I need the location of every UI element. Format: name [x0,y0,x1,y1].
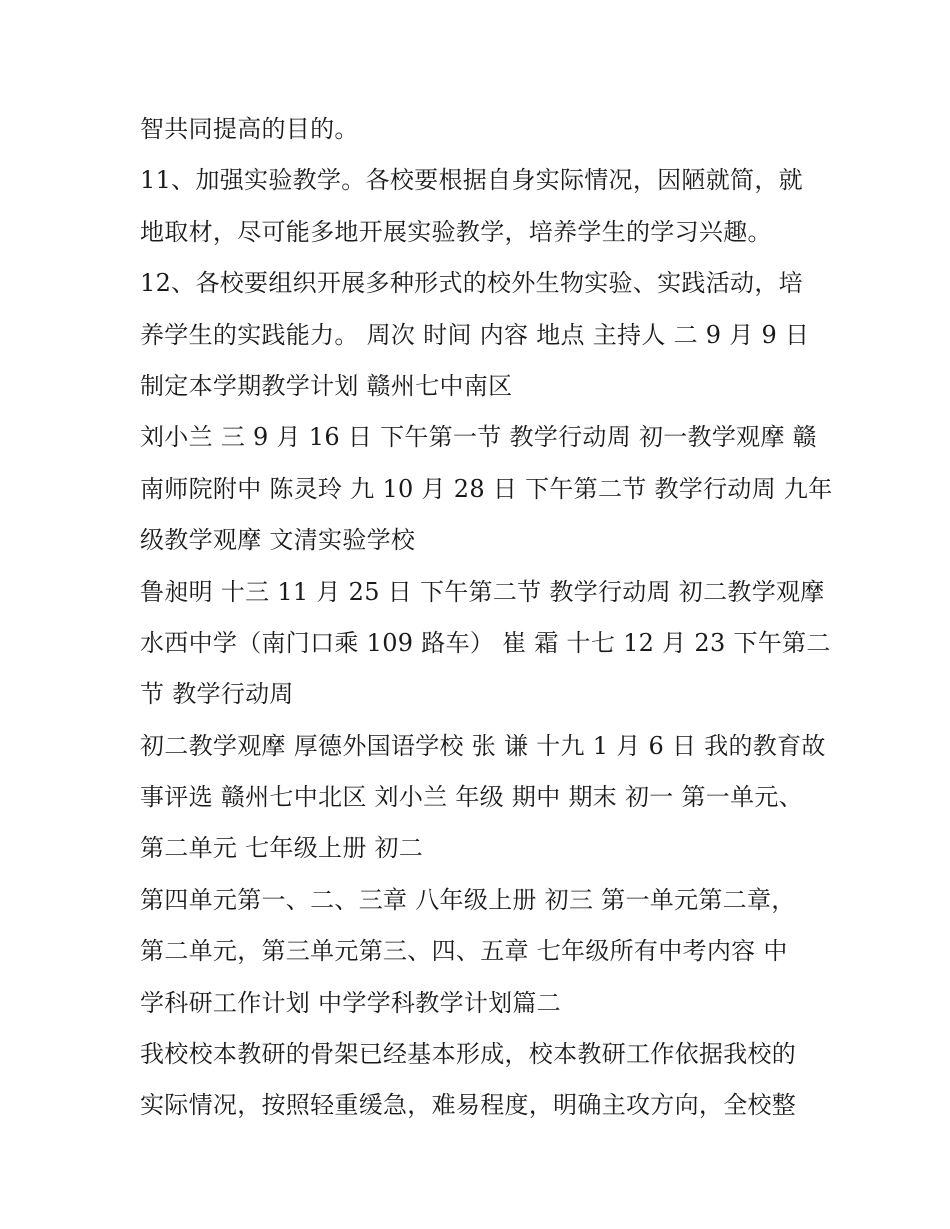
text-line: 制定本学期教学计划 赣州七中南区 [140,371,513,400]
text-line: 智共同提高的目的。 [140,115,359,143]
text-line: 事评选 赣州七中北区 刘小兰 年级 期中 期末 初一 第一单元、 [140,783,804,812]
text-line: 学科研工作计划 中学学科教学计划篇二 [140,988,562,1017]
text-line: 11、加强实验教学。各校要根据自身实际情况，因陋就简，就 [140,166,803,195]
text-line: 初二教学观摩 厚德外国语学校 张 谦 十九 1 月 6 日 我的教育故 [140,731,826,760]
text-line: 养学生的实践能力。 周次 时间 内容 地点 主持人 二 9 月 9 日 [140,320,810,349]
text-line: 水西中学（南门口乘 109 路车） 崔 霜 十七 12 月 23 下午第二 [140,628,831,657]
text-line: 刘小兰 三 9 月 16 日 下午第一节 教学行动周 初一教学观摩 赣 [140,423,817,452]
text-line: 第四单元第一、二、三章 八年级上册 初三 第一单元第二章， [140,885,796,914]
document-body [140,104,833,1132]
text-line: 地取材，尽可能多地开展实验教学，培养学生的学习兴趣。 [140,217,772,246]
text-line: 第二单元 七年级上册 初二 [140,834,424,863]
text-line: 鲁昶明 十三 11 月 25 日 下午第二节 教学行动周 初二教学观摩 [140,577,825,606]
text-line: 级教学观摩 文清实验学校 [140,526,416,555]
text-line: 实际情况，按照轻重缓急，难易程度，明确主攻方向，全校整 [140,1091,797,1120]
text-line: 南师院附中 陈灵玲 九 10 月 28 日 下午第二节 教学行动周 九年 [140,474,833,503]
text-line: 节 教学行动周 [140,680,294,709]
text-line: 第二单元，第三单元第三、四、五章 七年级所有中考内容 中 [140,937,788,966]
text-line: 我校校本教研的骨架已经基本形成，校本教研工作依据我校的 [140,1040,797,1069]
text-line: 12、各校要组织开展多种形式的校外生物实验、实践活动，培 [140,269,803,298]
